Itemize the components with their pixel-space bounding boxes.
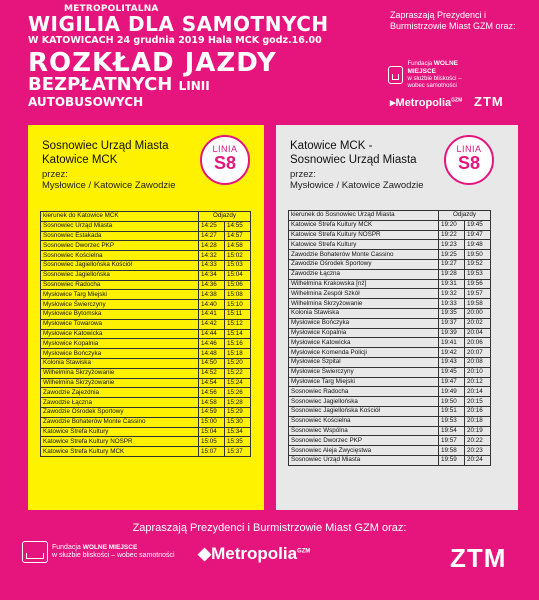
departure-time: 15:10 [225,300,251,310]
stop-name: Wilhelmina Skrzyżowanie [41,378,199,388]
departure-time: 19:45 [465,220,491,230]
linia-label: LINIA [212,144,238,154]
departure-time: 14:50 [199,358,225,368]
fund-name-1: Fundacja [407,61,433,67]
departure-time: 20:02 [465,318,491,328]
line-badge [444,135,494,185]
departure-time: 19:50 [465,250,491,260]
departure-time: 20:04 [465,328,491,338]
fund-tag: w służbie bliskości – wobec samotności [407,76,462,89]
metropolia-logo-bottom: ◆Metropolia$^{GZM}$ [198,544,311,563]
departure-time: 20:24 [465,455,491,465]
table-row [289,455,491,465]
stop-name: Zawodzie Zajezdnia [41,388,199,398]
departure-time: 20:23 [465,446,491,456]
metropolia-logo: ▸Metropolia$^{GZM}$ [390,97,463,109]
stop-name: Mysłowice Towarowa [41,319,199,329]
table-row [41,378,251,388]
departure-time: 19:54 [439,426,465,436]
stop-name: Mysłowice Bytomska [41,309,199,319]
departure-time: 14:59 [199,407,225,417]
event-title: WIGILIA DLA SAMOTNYCH [28,12,329,36]
poster-header [28,4,368,109]
departure-time: 20:07 [465,348,491,358]
table-row [41,260,251,270]
chair-icon [388,66,403,84]
table-row [289,250,491,260]
stop-name: Zawodzie Łączna [41,398,199,408]
stop-name: Wilhelmina Skrzyżowanie [41,368,199,378]
gzm-label: GZM [297,548,311,555]
stop-name: Sosnowiec Kościelna [289,416,439,426]
table-row [289,357,491,367]
timetable-to-sosnowiec [276,125,518,510]
table-row [41,437,251,447]
departure-time: 19:53 [439,416,465,426]
header-line1: METROPOLITALNA [64,4,159,14]
departure-time: 14:57 [225,231,251,241]
departure-time: 15:20 [225,358,251,368]
event-subtitle: W KATOWICACH 24 grudnia 2019 Hala MCK godz.16.00 [28,35,322,46]
ztm-logo: ZTM [474,94,504,109]
direction-header: kierunek do Katowice MCK [41,212,199,222]
departure-time: 14:52 [199,368,225,378]
departure-time: 19:45 [439,367,465,377]
departure-time: 19:37 [439,318,465,328]
table-row [289,367,491,377]
table-row [41,290,251,300]
departure-time: 19:22 [439,230,465,240]
departure-time: 19:42 [439,348,465,358]
stop-name: Sosnowiec Radocha [41,280,199,290]
departure-time: 19:58 [465,299,491,309]
departure-time: 14:58 [225,241,251,251]
stop-name: Sosnowiec Wspólna [289,426,439,436]
departure-time: 14:40 [199,300,225,310]
timetable-title: ROZKŁAD JAZDY [28,48,277,78]
stop-name: Kolonia Stawiska [41,358,199,368]
departure-time: 19:28 [439,269,465,279]
stop-name: Sosnowiec Kościelna [41,251,199,261]
stop-name: Katowice Strefa Kultury NOSPR [289,230,439,240]
departure-time: 19:33 [439,299,465,309]
table-row [41,427,251,437]
departure-time: 14:34 [199,270,225,280]
stop-name: Mysłowice Kopalnia [289,328,439,338]
table-row [41,221,251,231]
departure-time: 19:51 [439,406,465,416]
departure-time: 19:25 [439,250,465,260]
departure-time: 15:07 [199,447,225,457]
route-from: Katowice MCK - [290,140,373,152]
line-number: S8 [457,153,481,173]
table-row [41,280,251,290]
table-row [289,308,491,318]
table-row [289,436,491,446]
stop-name: Sosnowiec Dworzec PKP [41,241,199,251]
fund-name-1: Fundacja [52,544,81,551]
departure-time: 20:10 [465,367,491,377]
free-label: BEZPŁATNYCH [28,74,173,95]
table-row [41,231,251,241]
stop-name: Sosnowiec Jagiellońska [289,397,439,407]
departure-time: 14:55 [225,221,251,231]
departure-time: 19:23 [439,240,465,250]
table-row [41,339,251,349]
stop-name: Mysłowice Targ Miejski [289,377,439,387]
stop-name: Zawodzie Ośrodek Sportowy [41,407,199,417]
stop-name: Mysłowice Katowicka [41,329,199,339]
fundacja-logo [388,60,478,90]
bus-label: AUTOBUSOWYCH [28,95,144,109]
departure-time: 20:18 [465,416,491,426]
departure-time: 15:28 [225,398,251,408]
stop-name: Zawodzie Bohaterów Monte Cassino [289,250,439,260]
table-row [41,251,251,261]
table-row [41,417,251,427]
ztm-logo-bottom: ZTM [450,543,507,573]
departure-time: 19:59 [439,455,465,465]
departure-time: 14:46 [199,339,225,349]
departure-time: 15:00 [199,417,225,427]
departure-time: 15:14 [225,329,251,339]
departure-time: 15:11 [225,309,251,319]
departure-time: 15:30 [225,417,251,427]
table-row [289,289,491,299]
table-row [41,300,251,310]
stop-name: Katowice Strefa Kultury NOSPR [41,437,199,447]
departure-time: 20:15 [465,397,491,407]
table-row [289,387,491,397]
departure-time: 14:42 [199,319,225,329]
departure-time: 20:14 [465,387,491,397]
timetable-table [288,210,491,466]
line-badge [200,135,250,185]
departure-time: 14:25 [199,221,225,231]
table-row [289,416,491,426]
departure-time: 19:32 [439,289,465,299]
stop-name: Sosnowiec Jagiellońska Kościół [41,260,199,270]
stop-name: Katowice Strefa Kultury MCK [289,220,439,230]
via-route: Mysłowice / Katowice Zawodzie [290,180,424,191]
fund-tag: w służbie bliskości – wobec samotności [52,552,175,559]
departure-time: 19:53 [465,269,491,279]
stop-name: Katowice Strefa Kultury [41,427,199,437]
table-row [289,348,491,358]
departure-time: 19:27 [439,259,465,269]
table-row [41,407,251,417]
stop-name: Sosnowiec Aleja Zwycięstwa [289,446,439,456]
departure-time: 15:04 [199,427,225,437]
departure-time: 15:37 [225,447,251,457]
departure-time: 14:58 [199,398,225,408]
table-row [41,368,251,378]
departure-time: 15:06 [225,280,251,290]
table-row [289,240,491,250]
stop-name: Sosnowiec Dworzec PKP [289,436,439,446]
stop-name: Zawodzie Łączna [289,269,439,279]
departure-time: 15:35 [225,437,251,447]
departure-time: 19:57 [465,289,491,299]
table-row [289,426,491,436]
route-to: Katowice MCK [42,154,118,166]
stop-name: Wilhelmina Skrzyżowanie [289,299,439,309]
departure-time: 20:08 [465,357,491,367]
table-row [41,388,251,398]
stop-name: Mysłowice Katowicka [289,338,439,348]
table-row [289,406,491,416]
departure-time: 19:47 [439,377,465,387]
route-title [42,139,169,167]
departure-time: 14:36 [199,280,225,290]
stop-name: Mysłowice Targ Miejski [41,290,199,300]
metropolia-name: Metropolia [211,544,298,563]
stop-name: Wilhelmina Zespół Szkół [289,289,439,299]
stop-name: Mysłowice Świerczyny [289,367,439,377]
departure-time: 19:52 [465,259,491,269]
linia-label: LINIA [456,144,482,154]
departure-time: 19:50 [439,397,465,407]
stop-name: Zawodzie Bohaterów Monte Cassino [41,417,199,427]
table-row [41,447,251,457]
departure-time: 19:43 [439,357,465,367]
departure-time: 14:48 [199,349,225,359]
departure-time: 15:03 [225,260,251,270]
departure-time: 15:22 [225,368,251,378]
via-label: przez: [290,169,316,180]
gzm-label: GZM [451,97,463,104]
table-row [41,358,251,368]
departure-time: 15:24 [225,378,251,388]
route-to: Sosnowiec Urząd Miasta [290,154,417,166]
stop-name: Sosnowiec Jagiellońska Kościół [289,406,439,416]
table-row [289,230,491,240]
departure-time: 14:41 [199,309,225,319]
table-row [289,328,491,338]
departure-time: 19:35 [439,308,465,318]
stop-name: Katowice Strefa Kultury MCK [41,447,199,457]
departure-time: 19:20 [439,220,465,230]
stop-name: Sosnowiec Jagiellońska [41,270,199,280]
metropolia-name: Metropolia [395,97,452,109]
table-row [41,329,251,339]
departure-time: 14:56 [199,388,225,398]
stop-name: Mysłowice Komenda Policji [289,348,439,358]
departure-time: 19:57 [439,436,465,446]
stop-name: Mysłowice Szpital [289,357,439,367]
departure-time: 20:16 [465,406,491,416]
departure-time: 15:08 [225,290,251,300]
fund-name-2: WOLNE MIEJSCE [82,544,138,551]
departures-header: Odjazdy [439,211,491,221]
free-lines-title [28,76,368,95]
direction-header: kierunek do Sosnowiec Urząd Miasta [289,211,439,221]
departure-time: 15:34 [225,427,251,437]
invite-bottom: Zapraszają Prezydenci i Burmistrzowie Miast GZM oraz: [132,522,407,534]
via-route: Mysłowice / Katowice Zawodzie [42,180,176,191]
departure-time: 15:18 [225,349,251,359]
table-row [289,377,491,387]
stop-name: Mysłowice Świerczyny [41,300,199,310]
table-row [289,269,491,279]
departure-time: 19:48 [465,240,491,250]
stop-name: Mysłowice Bończyka [289,318,439,328]
departure-time: 15:04 [225,270,251,280]
table-row [289,259,491,269]
stop-name: Zawodzie Ośrodek Sportowy [289,259,439,269]
departure-time: 19:39 [439,328,465,338]
table-row [289,220,491,230]
route-from: Sosnowiec Urząd Miasta [42,140,169,152]
table-row [289,338,491,348]
departures-header: Odjazdy [199,212,251,222]
departure-time: 14:54 [199,378,225,388]
departure-time: 15:12 [225,319,251,329]
table-row [289,299,491,309]
departure-time: 19:47 [465,230,491,240]
departure-time: 20:12 [465,377,491,387]
departure-time: 15:29 [225,407,251,417]
departure-time: 15:05 [199,437,225,447]
departure-time: 19:49 [439,387,465,397]
table-row [289,446,491,456]
table-row [41,349,251,359]
departure-time: 19:56 [465,279,491,289]
departure-time: 20:22 [465,436,491,446]
table-row [41,398,251,408]
stop-name: Sosnowiec Estakada [41,231,199,241]
linii-label: LINII [178,79,210,93]
table-row [41,241,251,251]
departure-time: 14:44 [199,329,225,339]
invite-top: Zapraszają Prezydenci i Burmistrzowie Miast GZM oraz: [390,10,516,31]
table-row [41,270,251,280]
fund-name-2: WOLNE MIEJSCE [407,60,458,75]
departure-time: 14:33 [199,260,225,270]
chair-icon [22,541,48,563]
departure-time: 15:26 [225,388,251,398]
departure-time: 14:27 [199,231,225,241]
table-row [289,279,491,289]
departure-time: 19:31 [439,279,465,289]
departure-time: 15:02 [225,251,251,261]
departure-time: 19:58 [439,446,465,456]
stop-name: Kolonia Stawiska [289,308,439,318]
table-row [41,319,251,329]
timetable-table [40,211,251,457]
route-title [290,139,417,167]
timetable-to-katowice [28,125,264,510]
departure-time: 19:41 [439,338,465,348]
via-label: przez: [42,169,68,180]
stop-name: Sosnowiec Urząd Miasta [41,221,199,231]
stop-name: Sosnowiec Radocha [289,387,439,397]
table-row [289,318,491,328]
departure-time: 20:00 [465,308,491,318]
fundacja-logo-bottom [22,541,175,563]
stop-name: Sosnowiec Urząd Miasta [289,455,439,465]
stop-name: Wilhelmina Krakowska [nż] [289,279,439,289]
stop-name: Mysłowice Kopalnia [41,339,199,349]
departure-time: 15:16 [225,339,251,349]
departure-time: 14:28 [199,241,225,251]
table-row [289,397,491,407]
departure-time: 14:32 [199,251,225,261]
departure-time: 14:38 [199,290,225,300]
stop-name: Mysłowice Bończyka [41,349,199,359]
line-number: S8 [213,153,237,173]
departure-time: 20:19 [465,426,491,436]
table-row [41,309,251,319]
departure-time: 20:06 [465,338,491,348]
stop-name: Katowice Strefa Kultury [289,240,439,250]
